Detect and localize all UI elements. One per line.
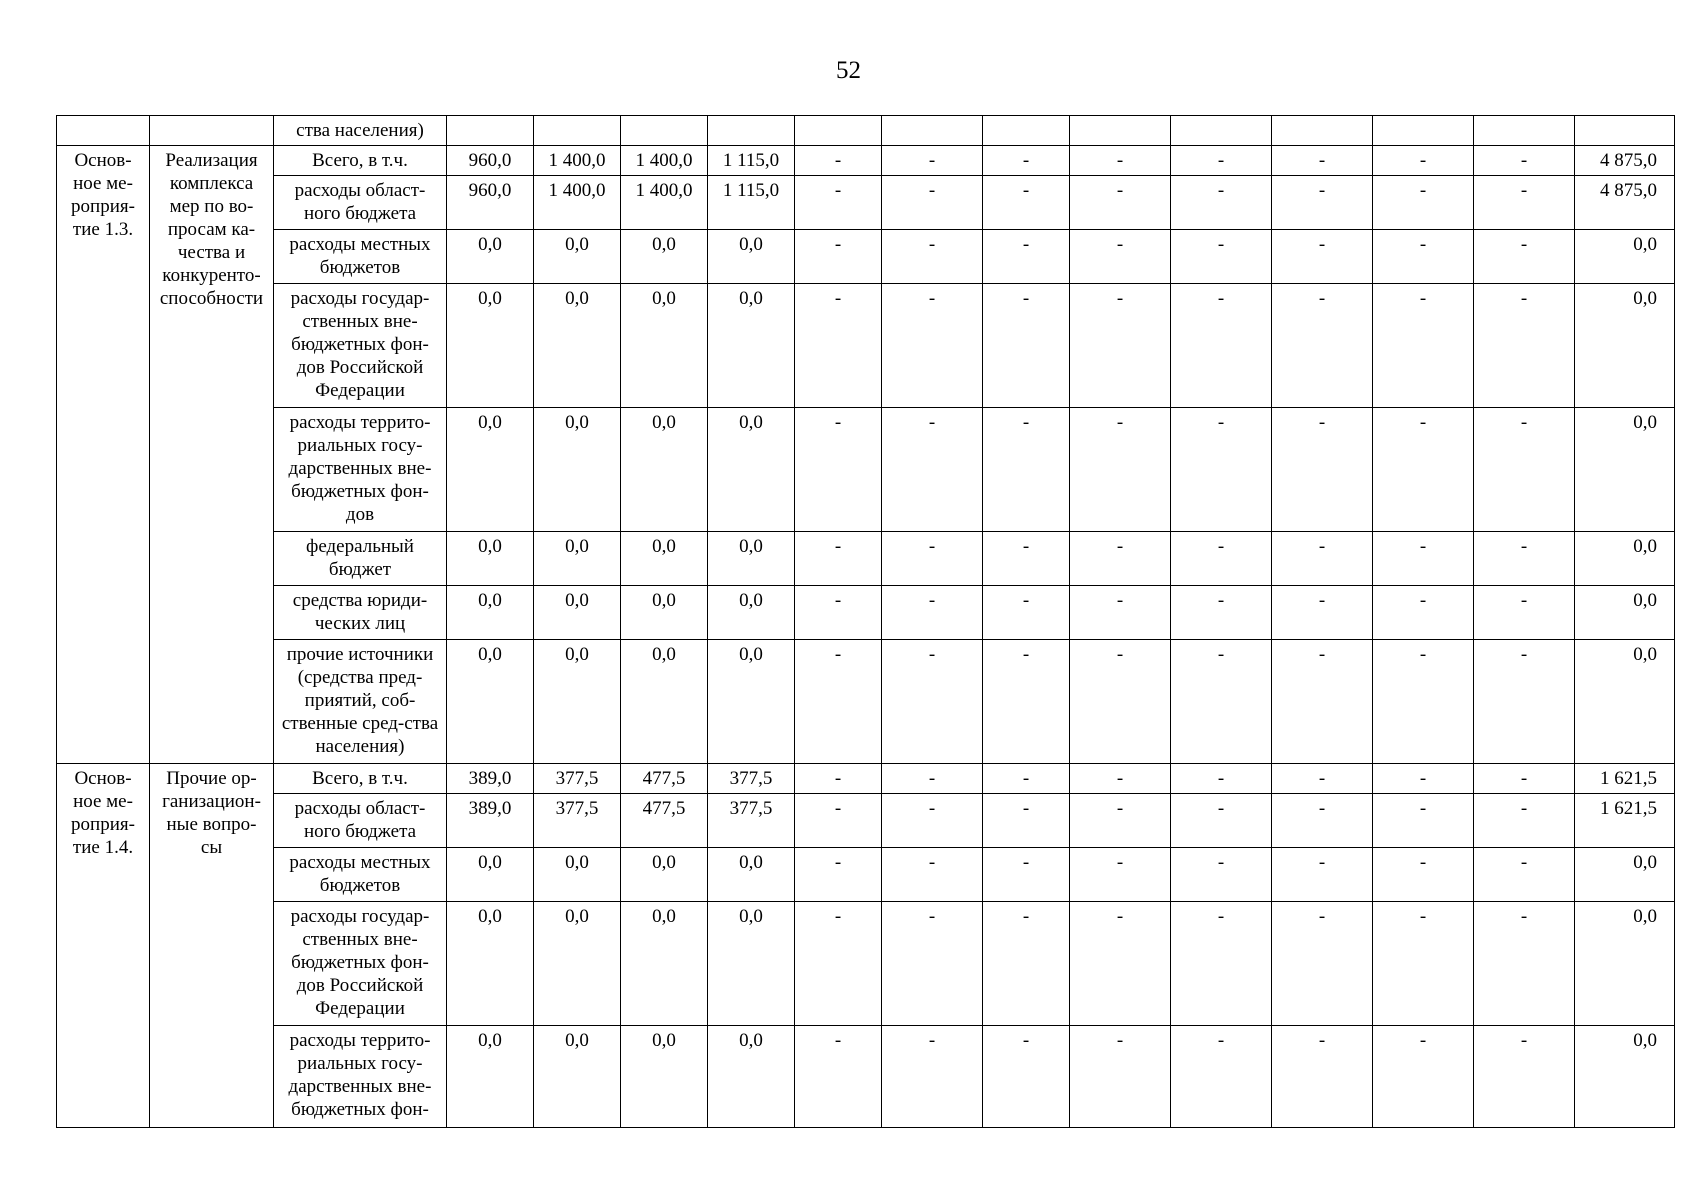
empty-year-dash-cell: - [1474, 1026, 1575, 1128]
empty-year-dash-cell: - [1070, 794, 1171, 848]
empty-year-dash-cell: - [1474, 146, 1575, 176]
year-value-cell: 0,0 [708, 408, 795, 532]
empty-year-dash-cell: - [795, 794, 882, 848]
year-value-cell: 0,0 [621, 902, 708, 1026]
table-cell [1070, 116, 1171, 146]
empty-year-dash-cell: - [1373, 640, 1474, 764]
year-value-cell: 0,0 [621, 848, 708, 902]
empty-year-dash-cell: - [1272, 902, 1373, 1026]
empty-year-dash-cell: - [882, 764, 983, 794]
total-cell: 0,0 [1575, 640, 1675, 764]
table-row [57, 230, 1675, 284]
table-cell [150, 116, 274, 146]
funding-source-cell: расходы государ-ственных вне-бюджетных фон-дов Российской Федерации [274, 284, 447, 408]
table-cell [795, 116, 882, 146]
year-value-cell: 1 400,0 [621, 176, 708, 230]
empty-year-dash-cell: - [1474, 764, 1575, 794]
year-value-cell: 0,0 [621, 1026, 708, 1128]
table-cell [447, 116, 534, 146]
empty-year-dash-cell: - [1474, 408, 1575, 532]
year-value-cell: 477,5 [621, 794, 708, 848]
year-value-cell: 377,5 [708, 794, 795, 848]
year-value-cell: 0,0 [447, 230, 534, 284]
empty-year-dash-cell: - [1272, 794, 1373, 848]
empty-year-dash-cell: - [1070, 586, 1171, 640]
empty-year-dash-cell: - [983, 176, 1070, 230]
year-value-cell: 0,0 [534, 586, 621, 640]
empty-year-dash-cell: - [1373, 764, 1474, 794]
empty-year-dash-cell: - [1272, 176, 1373, 230]
total-cell: 4 875,0 [1575, 146, 1675, 176]
year-value-cell: 0,0 [621, 586, 708, 640]
empty-year-dash-cell: - [795, 176, 882, 230]
funding-source-cell: расходы област-ного бюджета [274, 794, 447, 848]
empty-year-dash-cell: - [1474, 902, 1575, 1026]
empty-year-dash-cell: - [1070, 902, 1171, 1026]
table-cell [708, 116, 795, 146]
empty-year-dash-cell: - [1070, 532, 1171, 586]
empty-year-dash-cell: - [1070, 1026, 1171, 1128]
empty-year-dash-cell: - [1272, 146, 1373, 176]
empty-year-dash-cell: - [882, 794, 983, 848]
empty-year-dash-cell: - [1373, 146, 1474, 176]
funding-source-cell: средства юриди-ческих лиц [274, 586, 447, 640]
table-row [57, 284, 1675, 408]
empty-year-dash-cell: - [1272, 230, 1373, 284]
empty-year-dash-cell: - [882, 146, 983, 176]
funding-source-cell: прочие источники (средства пред-приятий, соб-ственные сред-ства населения) [274, 640, 447, 764]
year-value-cell: 0,0 [447, 902, 534, 1026]
funding-source-cell: Всего, в т.ч. [274, 764, 447, 794]
table-row [57, 176, 1675, 230]
empty-year-dash-cell: - [795, 408, 882, 532]
year-value-cell: 0,0 [621, 408, 708, 532]
measure-name-cell: Прочие ор-ганизацион-ные вопро-сы [150, 764, 274, 1128]
year-value-cell: 0,0 [447, 640, 534, 764]
year-value-cell: 0,0 [708, 640, 795, 764]
year-value-cell: 0,0 [447, 586, 534, 640]
empty-year-dash-cell: - [882, 284, 983, 408]
empty-year-dash-cell: - [795, 1026, 882, 1128]
empty-year-dash-cell: - [1474, 532, 1575, 586]
empty-year-dash-cell: - [983, 1026, 1070, 1128]
empty-year-dash-cell: - [1272, 1026, 1373, 1128]
table-cell [1171, 116, 1272, 146]
table-row [57, 640, 1675, 764]
empty-year-dash-cell: - [1171, 230, 1272, 284]
empty-year-dash-cell: - [1373, 176, 1474, 230]
empty-year-dash-cell: - [1373, 284, 1474, 408]
funding-source-cell: расходы местных бюджетов [274, 848, 447, 902]
table-row [57, 764, 1675, 794]
empty-year-dash-cell: - [983, 794, 1070, 848]
year-value-cell: 1 115,0 [708, 176, 795, 230]
empty-year-dash-cell: - [1272, 408, 1373, 532]
year-value-cell: 1 115,0 [708, 146, 795, 176]
empty-year-dash-cell: - [1171, 586, 1272, 640]
empty-year-dash-cell: - [1171, 408, 1272, 532]
empty-year-dash-cell: - [1070, 284, 1171, 408]
empty-year-dash-cell: - [1373, 902, 1474, 1026]
year-value-cell: 0,0 [708, 230, 795, 284]
empty-year-dash-cell: - [882, 532, 983, 586]
year-value-cell: 0,0 [447, 848, 534, 902]
table-cell [1474, 116, 1575, 146]
total-cell: 0,0 [1575, 284, 1675, 408]
empty-year-dash-cell: - [1474, 848, 1575, 902]
empty-year-dash-cell: - [983, 284, 1070, 408]
year-value-cell: 0,0 [708, 902, 795, 1026]
total-cell: 0,0 [1575, 532, 1675, 586]
year-value-cell: 389,0 [447, 764, 534, 794]
empty-year-dash-cell: - [1070, 848, 1171, 902]
year-value-cell: 0,0 [708, 1026, 795, 1128]
year-value-cell: 0,0 [621, 640, 708, 764]
table-row [57, 146, 1675, 176]
empty-year-dash-cell: - [983, 532, 1070, 586]
table-cell [983, 116, 1070, 146]
table-body [57, 116, 1675, 1128]
year-value-cell: 477,5 [621, 764, 708, 794]
empty-year-dash-cell: - [983, 586, 1070, 640]
year-value-cell: 960,0 [447, 146, 534, 176]
empty-year-dash-cell: - [1474, 586, 1575, 640]
empty-year-dash-cell: - [1272, 532, 1373, 586]
year-value-cell: 377,5 [534, 794, 621, 848]
year-value-cell: 377,5 [534, 764, 621, 794]
year-value-cell: 0,0 [447, 1026, 534, 1128]
year-value-cell: 960,0 [447, 176, 534, 230]
table-row [57, 794, 1675, 848]
table-row [57, 408, 1675, 532]
empty-year-dash-cell: - [882, 408, 983, 532]
empty-year-dash-cell: - [795, 146, 882, 176]
funding-source-cell: федеральный бюджет [274, 532, 447, 586]
empty-year-dash-cell: - [983, 146, 1070, 176]
empty-year-dash-cell: - [882, 586, 983, 640]
total-cell: 0,0 [1575, 848, 1675, 902]
year-value-cell: 377,5 [708, 764, 795, 794]
total-cell: 0,0 [1575, 230, 1675, 284]
funding-source-cell: расходы террито-риальных госу-дарственных вне-бюджетных фон-дов [274, 408, 447, 532]
empty-year-dash-cell: - [795, 284, 882, 408]
year-value-cell: 0,0 [534, 848, 621, 902]
empty-year-dash-cell: - [882, 902, 983, 1026]
table-cell [1272, 116, 1373, 146]
empty-year-dash-cell: - [1070, 640, 1171, 764]
table-row [57, 848, 1675, 902]
empty-year-dash-cell: - [1373, 848, 1474, 902]
year-value-cell: 0,0 [447, 284, 534, 408]
empty-year-dash-cell: - [1070, 146, 1171, 176]
empty-year-dash-cell: - [1171, 532, 1272, 586]
funding-source-cell: расходы террито-риальных госу-дарственных вне-бюджетных фон- [274, 1026, 447, 1128]
empty-year-dash-cell: - [1070, 176, 1171, 230]
empty-year-dash-cell: - [1474, 284, 1575, 408]
year-value-cell: 0,0 [534, 640, 621, 764]
year-value-cell: 389,0 [447, 794, 534, 848]
measure-name-cell: Реализация комплекса мер по во-просам ка-чества и конкуренто-способности [150, 146, 274, 764]
table-cell [534, 116, 621, 146]
empty-year-dash-cell: - [1474, 640, 1575, 764]
year-value-cell: 0,0 [708, 586, 795, 640]
year-value-cell: 0,0 [534, 902, 621, 1026]
year-value-cell: 1 400,0 [534, 176, 621, 230]
table-row [57, 586, 1675, 640]
year-value-cell: 0,0 [534, 532, 621, 586]
empty-year-dash-cell: - [795, 902, 882, 1026]
empty-year-dash-cell: - [1474, 794, 1575, 848]
empty-year-dash-cell: - [1272, 764, 1373, 794]
funding-source-cell: ства населения) [274, 116, 447, 146]
measure-code-cell: Основ-ное ме-роприя-тие 1.4. [57, 764, 150, 1128]
budget-table [56, 115, 1675, 1128]
table-row-continuation [57, 116, 1675, 146]
empty-year-dash-cell: - [1373, 794, 1474, 848]
empty-year-dash-cell: - [1070, 408, 1171, 532]
empty-year-dash-cell: - [882, 1026, 983, 1128]
empty-year-dash-cell: - [1272, 848, 1373, 902]
empty-year-dash-cell: - [1171, 1026, 1272, 1128]
funding-source-cell: расходы местных бюджетов [274, 230, 447, 284]
page-number: 52 [836, 57, 861, 84]
total-cell: 1 621,5 [1575, 764, 1675, 794]
empty-year-dash-cell: - [795, 532, 882, 586]
empty-year-dash-cell: - [1070, 230, 1171, 284]
table-cell [621, 116, 708, 146]
empty-year-dash-cell: - [1171, 794, 1272, 848]
table-row [57, 1026, 1675, 1128]
year-value-cell: 0,0 [621, 230, 708, 284]
total-cell: 0,0 [1575, 408, 1675, 532]
empty-year-dash-cell: - [882, 230, 983, 284]
empty-year-dash-cell: - [1373, 408, 1474, 532]
empty-year-dash-cell: - [983, 848, 1070, 902]
empty-year-dash-cell: - [1474, 176, 1575, 230]
empty-year-dash-cell: - [1272, 284, 1373, 408]
empty-year-dash-cell: - [983, 408, 1070, 532]
empty-year-dash-cell: - [1272, 586, 1373, 640]
total-cell: 0,0 [1575, 1026, 1675, 1128]
year-value-cell: 0,0 [534, 230, 621, 284]
year-value-cell: 0,0 [534, 408, 621, 532]
empty-year-dash-cell: - [1373, 1026, 1474, 1128]
empty-year-dash-cell: - [882, 176, 983, 230]
empty-year-dash-cell: - [882, 640, 983, 764]
year-value-cell: 0,0 [708, 284, 795, 408]
funding-source-cell: Всего, в т.ч. [274, 146, 447, 176]
empty-year-dash-cell: - [795, 230, 882, 284]
empty-year-dash-cell: - [1070, 764, 1171, 794]
year-value-cell: 1 400,0 [534, 146, 621, 176]
empty-year-dash-cell: - [1171, 176, 1272, 230]
empty-year-dash-cell: - [1373, 230, 1474, 284]
year-value-cell: 0,0 [621, 532, 708, 586]
year-value-cell: 0,0 [534, 284, 621, 408]
empty-year-dash-cell: - [795, 764, 882, 794]
total-cell: 1 621,5 [1575, 794, 1675, 848]
empty-year-dash-cell: - [1373, 586, 1474, 640]
empty-year-dash-cell: - [1171, 284, 1272, 408]
empty-year-dash-cell: - [983, 764, 1070, 794]
year-value-cell: 0,0 [708, 848, 795, 902]
year-value-cell: 1 400,0 [621, 146, 708, 176]
empty-year-dash-cell: - [1171, 146, 1272, 176]
funding-source-cell: расходы област-ного бюджета [274, 176, 447, 230]
year-value-cell: 0,0 [447, 532, 534, 586]
table-cell [882, 116, 983, 146]
empty-year-dash-cell: - [983, 230, 1070, 284]
year-value-cell: 0,0 [708, 532, 795, 586]
year-value-cell: 0,0 [621, 284, 708, 408]
empty-year-dash-cell: - [1272, 640, 1373, 764]
empty-year-dash-cell: - [983, 640, 1070, 764]
empty-year-dash-cell: - [1171, 848, 1272, 902]
empty-year-dash-cell: - [1373, 532, 1474, 586]
total-cell: 4 875,0 [1575, 176, 1675, 230]
total-cell: 0,0 [1575, 586, 1675, 640]
empty-year-dash-cell: - [882, 848, 983, 902]
table-cell [57, 116, 150, 146]
measure-code-cell: Основ-ное ме-роприя-тие 1.3. [57, 146, 150, 764]
empty-year-dash-cell: - [795, 640, 882, 764]
empty-year-dash-cell: - [795, 586, 882, 640]
empty-year-dash-cell: - [1171, 640, 1272, 764]
table-row [57, 902, 1675, 1026]
empty-year-dash-cell: - [1474, 230, 1575, 284]
year-value-cell: 0,0 [447, 408, 534, 532]
empty-year-dash-cell: - [1171, 902, 1272, 1026]
funding-source-cell: расходы государ-ственных вне-бюджетных фон-дов Российской Федерации [274, 902, 447, 1026]
table-row [57, 532, 1675, 586]
table-cell [1575, 116, 1675, 146]
empty-year-dash-cell: - [795, 848, 882, 902]
year-value-cell: 0,0 [534, 1026, 621, 1128]
table-cell [1373, 116, 1474, 146]
empty-year-dash-cell: - [1171, 764, 1272, 794]
empty-year-dash-cell: - [983, 902, 1070, 1026]
total-cell: 0,0 [1575, 902, 1675, 1026]
